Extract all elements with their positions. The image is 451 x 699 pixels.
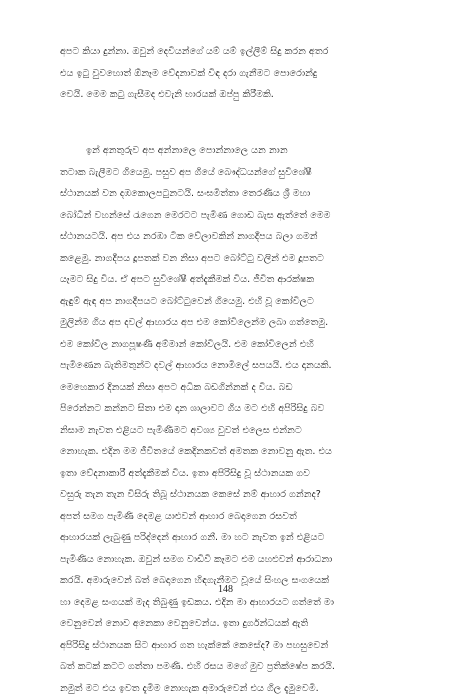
paragraph-2-line: බත් කටක් කටට ගත්තා පමණි. එහි රසය මගේ මුව ප්‍රතික්ෂේප කරයි. [60, 656, 393, 678]
page-number: 148 [0, 584, 451, 595]
paragraph-2-line: යෑමට සිදු විය. ඒ අපට සුවිශේෂී අත්දැකීමක් විය. ජීවිත ආරක්ෂක [60, 269, 393, 291]
paragraph-1-line: අපට කියා දුන්නා. ඔවුන් දෙවියන්ගේ යම් යම් ඉල්ලීම් සිදු කරන අතර [60, 41, 393, 63]
paragraph-2-line: නමුත් මට එය ඉවත දැමීම නොහැක අමාරුවෙන් එය ගිල දැමුවෙමි. [60, 678, 393, 699]
paragraph-2-line: මෙහෙකාර දිනයක් නිසා අපට අධික බඩගින්නක් ද විය. බඩ [60, 377, 393, 399]
paragraph-2-line: අපිරිසිදු ස්ථානයක සිට ආහාර ගත හැක්කේ කෙසේද? මා පහසුවෙන් [60, 635, 393, 657]
paragraph-1-line: වෙයි. මෙම කටු ගැසීමද එවැනි භාරයක් ඔප්පු කිරීමකි. [60, 84, 393, 106]
paragraph-2-line: නොහැක. එදින මම ජීවිතයේ කෙදිනකවත් අමතක නොවනු ඇත. එය [60, 441, 393, 463]
paragraph-2-line: වෙනුවෙන් නොව අනෙකා වෙනුවෙන්ය. ඉතා දුර්ගන්ධයක් ඇති [60, 613, 393, 635]
paragraph-2-line: ස්ථානයටයි. අප එය නරඹා ටික වේලාවකින් නාගදීපය බලා ගමන් [60, 226, 393, 248]
paragraph-2-line: පැමිණෙන බැතිමතුන්ට දවල් ආහාරය නොමිලේ සපයයි. එය දානයකි. [60, 355, 393, 377]
paragraph-2-line: ඉතා වේදනාකාරී අත්දැකීමක් විය. ඉතා අපිරිසිදු වූ ස්ථානයක ගව [60, 463, 393, 485]
paragraph-2-line: ස්ථානයක් වන දඹකොලපටුනටයි. සංඝමිත්තා තෙරණිය ශ්‍රී මහා [60, 183, 393, 205]
paragraph-2-line: අපත් සමග පැමිණි දෙමළ යාළුවන් ආහාර බෙදාගෙන රසවත් [60, 506, 393, 528]
paragraph-2-line: තටාක බැලීමට ගියෙමු. පසුව අප ගියේ බෞද්ධයන්ගේ සුවිශේෂී [60, 162, 393, 184]
paragraph-2-line: ඇඳුම් ඇඳ අප නාගදීපයට බෝට්ටුවෙන් ගියෙමු. එහි වූ කෝවිලට [60, 291, 393, 313]
paragraph-2-line: නිසාම නැවත එළියට පැමිණීමට අවශ්‍ය වුවත් එලෙස එන්නට [60, 420, 393, 442]
paragraph-1 [60, 41, 393, 106]
paragraph-2-line: එම කෝවිල නාගපූෂණී අම්මාන් කෝවිලයි. එම කෝවිලෙන් එහි [60, 334, 393, 356]
paragraph-2-line: මුලින්ම ගිය අප දවල් ආහාරය අප එම කෝවිලෙන්ම ලබා ගත්තෙමු. [60, 312, 393, 334]
paragraph-1-line: එය ඉටු වුවහොත් ඕනෑම වේදනාවක් විඳ දරා ගැනීමට පොරොන්දු [60, 63, 393, 85]
paragraph-2 [60, 140, 393, 699]
paragraph-2-line: හා දෙමළ සංගයක් මැද තිබුණු ඉඩකය. එදින මා ආහාරයට ගත්තේ මා [60, 592, 393, 614]
paragraph-2-line: වසුරු තැන තැන විසිරු තිබූ ස්ථානයක කෙසේ නම් ආහාර ගන්නද? [60, 484, 393, 506]
paragraph-2-line: බෝධින් වහන්සේ රැගෙන මෙරටට පැමිණ ගොඩ බැස ඇත්තේ මෙම [60, 205, 393, 227]
paragraph-2-line: ඉන් අනතුරුව අප අන්නාලෙ පොන්නාලෙ යන නාන [60, 140, 393, 162]
paragraph-2-line: ආහාරයක් ලැබුණු පරිද්දෙන් ආහාර ගනී. මා හට නැවත ඉන් එළියට [60, 527, 393, 549]
paragraph-2-line: පැමිණිය නොහැක. ඔවුන් සමග වාඩිවී කෑමට එම යහළුවන් ආරාධනා [60, 549, 393, 571]
paragraph-2-line: කළෙමු. නාගදීපය දූපතක් වන නිසා අපට බෝට්ටු වලින් එම දූපතට [60, 248, 393, 270]
paragraph-2-line: කරයි. අමාරුවෙන් බත් බෙදාගෙන හිඳගැනීමට වූයේ සිංහල සංගයෙක් [60, 570, 393, 592]
paragraph-2-line: පිරෙන්නට කන්නට සිතා එම දාන ශාලාවට ගිය මට එහි අපිරිසිදු බව [60, 398, 393, 420]
